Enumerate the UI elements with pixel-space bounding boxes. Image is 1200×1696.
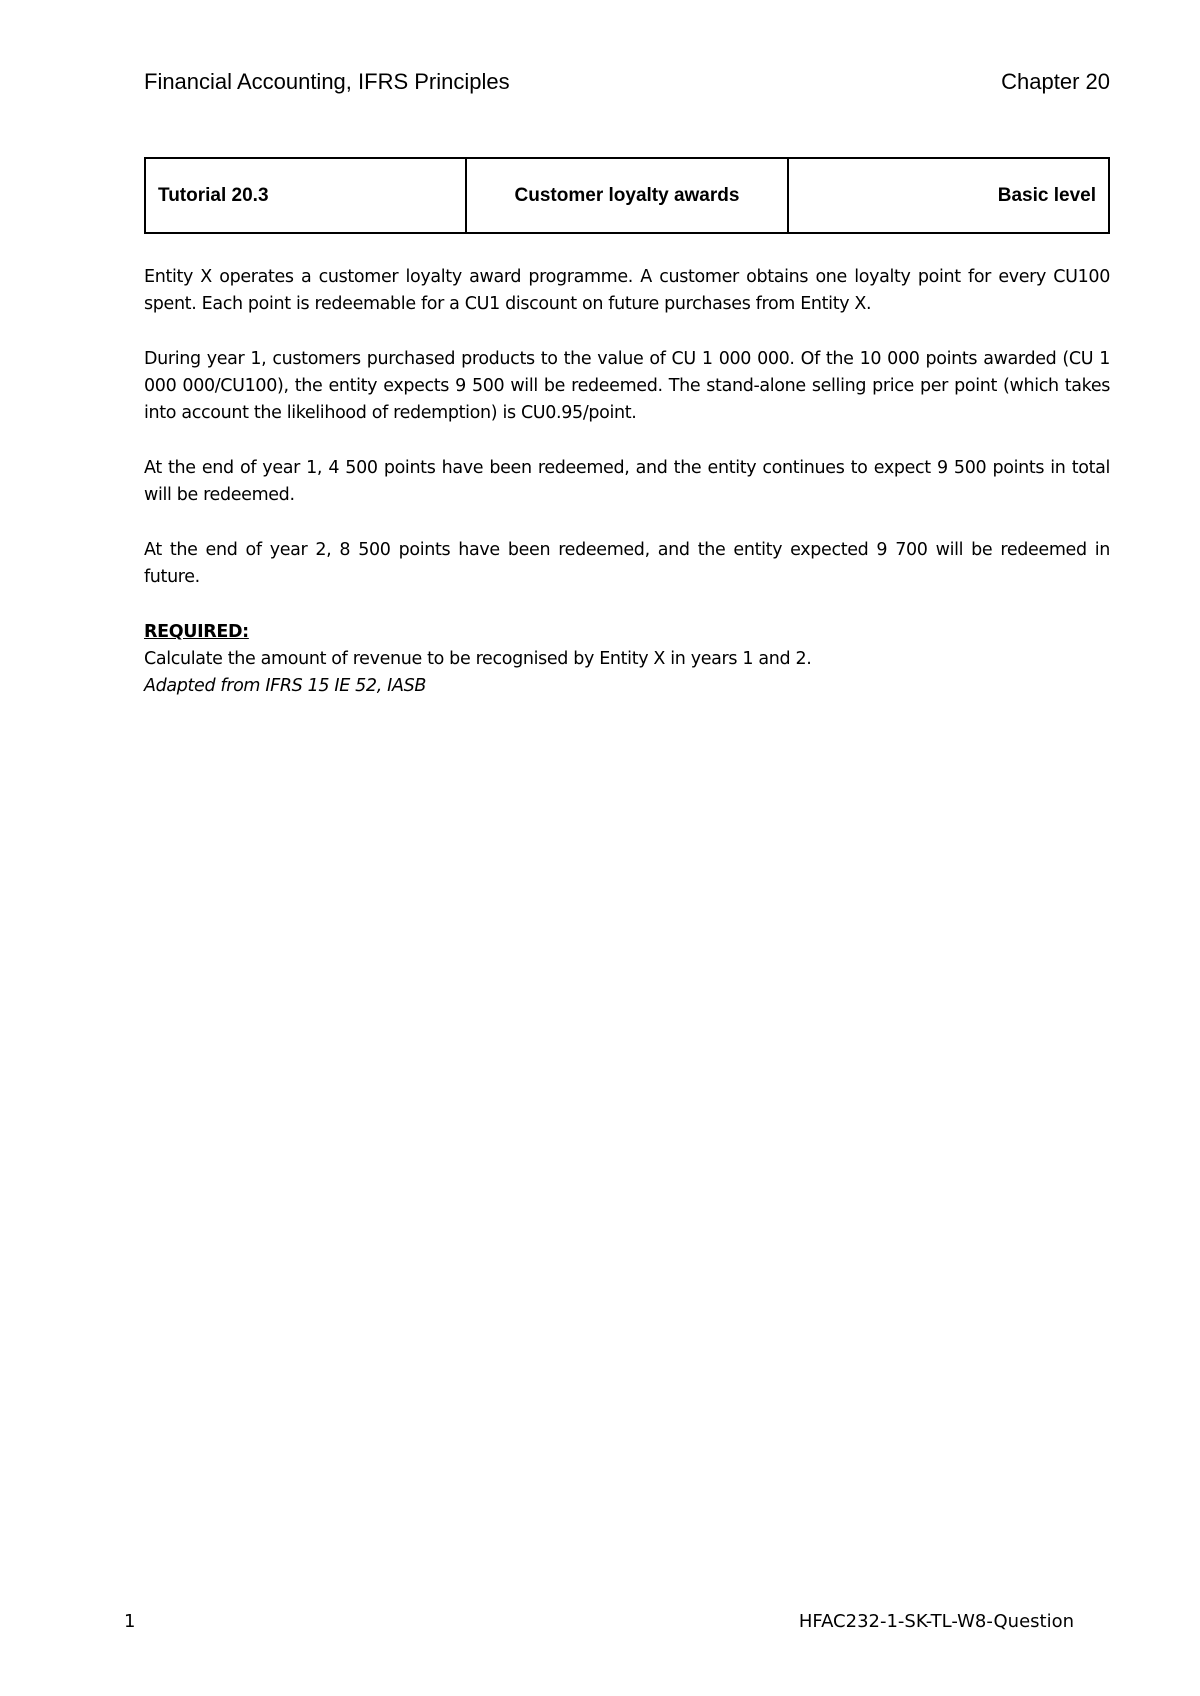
tutorial-number: Tutorial 20.3: [145, 158, 466, 233]
source-note: Adapted from IFRS 15 IE 52, IASB: [144, 676, 426, 696]
paragraph-year-1-purchases: During year 1, customers purchased products to the value of CU 1 000 000. Of the 10 000 points awarded (CU 1 000 000/CU100), the entity expects 9 500 will be redeemed. The stand-alone selling price per point (which takes into account the likelihood of redemption) is CU0.95/point.: [144, 349, 1110, 423]
question-body: [144, 264, 1110, 700]
footer-page-number: 1: [124, 1611, 136, 1632]
required-instruction: Calculate the amount of revenue to be recognised by Entity X in years 1 and 2.: [144, 649, 812, 669]
tutorial-level: Basic level: [788, 158, 1109, 233]
header-course-title: Financial Accounting, IFRS Principles: [144, 69, 510, 94]
required-block: [144, 619, 1110, 700]
footer-document-code: HFAC232-1-SK-TL-W8-Question: [798, 1611, 1074, 1632]
paragraph-end-year-2: At the end of year 2, 8 500 points have been redeemed, and the entity expected 9 700 will be redeemed in future.: [144, 540, 1110, 587]
header-chapter: Chapter 20: [1001, 69, 1110, 94]
paragraph-end-year-1: At the end of year 1, 4 500 points have been redeemed, and the entity continues to expect 9 500 points in total will be redeemed.: [144, 458, 1110, 505]
tutorial-title-table: [144, 157, 1110, 234]
paragraph-programme: Entity X operates a customer loyalty award programme. A customer obtains one loyalty point for every CU100 spent. Each point is redeemable for a CU1 discount on future purchases from Entity X.: [144, 267, 1110, 314]
tutorial-title-row: [145, 158, 1109, 233]
tutorial-topic: Customer loyalty awards: [466, 158, 787, 233]
required-label: REQUIRED:: [144, 622, 249, 642]
